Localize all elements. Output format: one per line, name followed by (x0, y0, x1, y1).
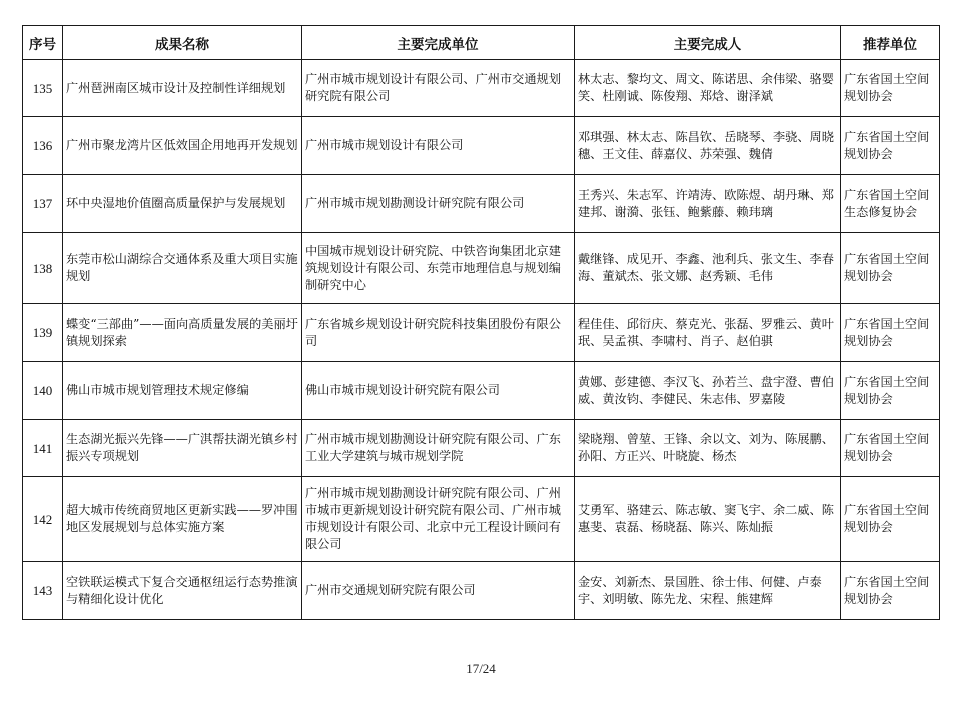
cell-main-people: 金安、刘新杰、景国胜、徐士伟、何健、卢泰宇、刘明敏、陈先龙、宋程、熊建辉 (575, 562, 841, 620)
cell-achievement-name: 生态湖光振兴先锋——广淇帮扶湖光镇乡村振兴专项规划 (63, 420, 302, 477)
cell-serial-number: 142 (23, 477, 63, 562)
table-row (23, 117, 940, 175)
cell-main-people: 梁晓翔、曾堃、王锋、余以文、刘为、陈展鹏、孙阳、方正兴、叶晓旋、杨杰 (575, 420, 841, 477)
cell-serial-number: 137 (23, 175, 63, 233)
cell-serial-number: 139 (23, 304, 63, 362)
cell-main-people: 林太志、黎均文、周文、陈诺思、余伟梁、骆婴笑、杜刚诚、陈俊翔、郑焓、谢泽斌 (575, 60, 841, 117)
cell-main-people: 邓琪强、林太志、陈昌钦、岳晓琴、李骁、周晓穗、王文佳、薛嘉仪、苏荣强、魏倩 (575, 117, 841, 175)
cell-main-people: 黄娜、彭建德、李汉飞、孙若兰、盘宇澄、曹伯威、黄汝钧、李健民、朱志伟、罗嘉陵 (575, 362, 841, 420)
cell-main-units: 中国城市规划设计研究院、中铁咨询集团北京建筑规划设计有限公司、东莞市地理信息与规划编制研究中心 (302, 233, 575, 304)
cell-serial-number: 143 (23, 562, 63, 620)
cell-main-units: 广州市城市规划勘测设计研究院有限公司 (302, 175, 575, 233)
page-number: 17/24 (466, 661, 496, 676)
header-recommender: 推荐单位 (841, 26, 940, 60)
cell-main-people: 戴继锋、成见开、李鑫、池利兵、张文生、李春海、董斌杰、张文娜、赵秀颖、毛伟 (575, 233, 841, 304)
cell-recommender: 广东省国土空间规划协会 (841, 362, 940, 420)
table-row (23, 233, 940, 304)
cell-serial-number: 136 (23, 117, 63, 175)
cell-main-units: 广东省城乡规划设计研究院科技集团股份有限公司 (302, 304, 575, 362)
cell-main-units: 广州市城市规划设计有限公司 (302, 117, 575, 175)
cell-serial-number: 141 (23, 420, 63, 477)
header-achievement-name: 成果名称 (63, 26, 302, 60)
cell-serial-number: 138 (23, 233, 63, 304)
table-row (23, 562, 940, 620)
cell-main-units: 广州市城市规划设计有限公司、广州市交通规划研究院有限公司 (302, 60, 575, 117)
table-row (23, 175, 940, 233)
cell-achievement-name: 空铁联运模式下复合交通枢纽运行态势推演与精细化设计优化 (63, 562, 302, 620)
table-row (23, 477, 940, 562)
cell-main-units: 佛山市城市规划设计研究院有限公司 (302, 362, 575, 420)
cell-achievement-name: 蝶变“三部曲”——面向高质量发展的美丽圩镇规划探索 (63, 304, 302, 362)
cell-achievement-name: 广州市聚龙湾片区低效国企用地再开发规划 (63, 117, 302, 175)
cell-recommender: 广东省国土空间规划协会 (841, 477, 940, 562)
cell-recommender: 广东省国土空间规划协会 (841, 420, 940, 477)
cell-recommender: 广东省国土空间规划协会 (841, 60, 940, 117)
table-row (23, 362, 940, 420)
cell-main-people: 王秀兴、朱志军、许靖涛、欧陈煜、胡丹琳、郑建邦、谢漪、张钰、鲍紫藤、赖玮璃 (575, 175, 841, 233)
cell-recommender: 广东省国土空间生态修复协会 (841, 175, 940, 233)
cell-achievement-name: 佛山市城市规划管理技术规定修编 (63, 362, 302, 420)
cell-achievement-name: 环中央湿地价值圈高质量保护与发展规划 (63, 175, 302, 233)
cell-main-units: 广州市城市规划勘测设计研究院有限公司、广东工业大学建筑与城市规划学院 (302, 420, 575, 477)
cell-achievement-name: 超大城市传统商贸地区更新实践——罗冲围地区发展规划与总体实施方案 (63, 477, 302, 562)
cell-recommender: 广东省国土空间规划协会 (841, 233, 940, 304)
cell-serial-number: 140 (23, 362, 63, 420)
table-row (23, 420, 940, 477)
cell-main-units: 广州市交通规划研究院有限公司 (302, 562, 575, 620)
table-row (23, 60, 940, 117)
cell-recommender: 广东省国土空间规划协会 (841, 562, 940, 620)
header-main-units: 主要完成单位 (302, 26, 575, 60)
achievements-table (22, 25, 940, 620)
cell-achievement-name: 东莞市松山湖综合交通体系及重大项目实施规划 (63, 233, 302, 304)
cell-achievement-name: 广州琶洲南区城市设计及控制性详细规划 (63, 60, 302, 117)
cell-main-people: 艾勇军、骆建云、陈志敏、窦飞宇、余二威、陈惠斐、袁磊、杨晓磊、陈兴、陈灿振 (575, 477, 841, 562)
table-row (23, 304, 940, 362)
cell-recommender: 广东省国土空间规划协会 (841, 304, 940, 362)
cell-recommender: 广东省国土空间规划协会 (841, 117, 940, 175)
cell-main-units: 广州市城市规划勘测设计研究院有限公司、广州市城市更新规划设计研究院有限公司、广州市城市规划设计有限公司、北京中元工程设计顾问有限公司 (302, 477, 575, 562)
header-serial-number: 序号 (23, 26, 63, 60)
cell-serial-number: 135 (23, 60, 63, 117)
header-main-people: 主要完成人 (575, 26, 841, 60)
cell-main-people: 程佳佳、邱衍庆、蔡克光、张磊、罗雅云、黄叶珉、吴孟祺、李啸村、肖子、赵伯骐 (575, 304, 841, 362)
table-header-row (23, 26, 940, 60)
